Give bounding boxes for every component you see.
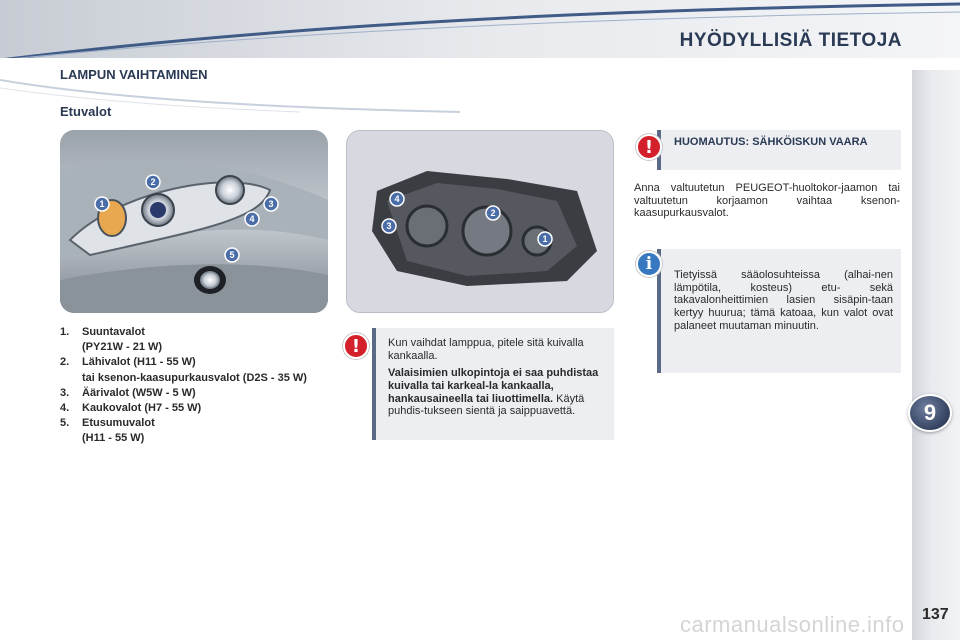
list-item-detail: (PY21W - 21 W) (82, 341, 163, 354)
list-item: 3. Äärivalot (W5W - 5 W) (60, 386, 196, 399)
chapter-tab: 9 (908, 394, 952, 432)
headlamp-rear-photo (346, 130, 614, 313)
warning-icon: ! (636, 134, 662, 160)
info-icon: i (636, 251, 662, 277)
watermark: carmanualsonline.info (680, 612, 905, 637)
callout-1: 1 (99, 199, 105, 209)
callout-2: 2 (150, 177, 156, 187)
list-item: 2. Lähivalot (H11 - 55 W) (60, 356, 196, 369)
list-item: 4. Kaukovalot (H7 - 55 W) (60, 401, 202, 414)
shock-warning-text: Anna valtuutetun PEUGEOT-huoltokor-jaamon tai valtuutetun korjaamon vaihtaa ksenon-kaasupurkausvalot. (634, 182, 900, 220)
headlamp-photo (60, 130, 328, 313)
section-title: LAMPUN VAIHTAMINEN (60, 67, 208, 82)
callout-5: 5 (229, 250, 235, 260)
page-header-title: HYÖDYLLISIÄ TIETOJA (679, 30, 902, 51)
handling-note-box (372, 328, 614, 440)
rear-callout-2: 2 (490, 208, 496, 218)
callout-4: 4 (249, 214, 255, 224)
handling-note-warning: Valaisimien ulkopintoja ei saa puhdistaa kuivalla tai karkeal-la kankaalla, hankausaineella tai liuottimella. Käytä puhdis-tukseen sientä ja saippuavettä. (388, 367, 599, 418)
callout-3: 3 (268, 199, 274, 209)
shock-warning-box (657, 130, 901, 170)
page-number: 137 (922, 606, 949, 623)
page-sidebar (912, 70, 960, 640)
rear-callout-3: 3 (386, 221, 392, 231)
bulb-list (60, 326, 340, 448)
info-note-box (657, 249, 901, 373)
rear-callout-4: 4 (394, 194, 400, 204)
list-item: 5. Etusumuvalot (60, 417, 155, 430)
list-item: 1. Suuntavalot (60, 326, 145, 338)
info-note-text: Tietyissä sääolosuhteissa (alhai-nen lämpötila, kosteus) etu- sekä takavalonheittimien lasien sisäpin-taan kertyy huurua; tämä katoaa, kun valot ovat palaneet muutaman minuutin. (674, 269, 893, 332)
list-item-detail: (H11 - 55 W) (82, 432, 145, 445)
shock-warning-title: HUOMAUTUS: SÄHKÖISKUN VAARA (674, 136, 868, 148)
rear-callout-1: 1 (542, 234, 548, 244)
handling-note-text: Kun vaihdat lamppua, pitele sitä kuivalla kankaalla. (388, 337, 584, 362)
list-item-detail: tai ksenon-kaasupurkausvalot (D2S - 35 W) (82, 371, 307, 384)
section-subtitle: Etuvalot (60, 104, 112, 119)
warning-icon: ! (343, 333, 369, 359)
